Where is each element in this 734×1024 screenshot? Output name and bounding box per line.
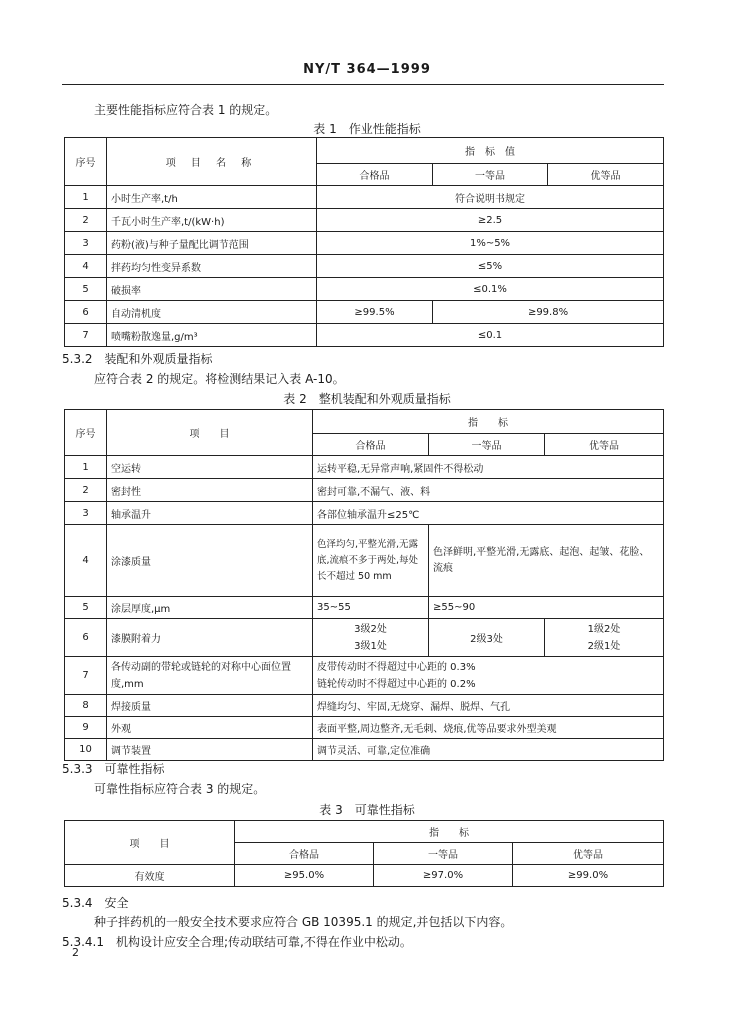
t1-row-item: 千瓦小时生产率,t/(kW·h) xyxy=(107,209,317,232)
t2-row-item: 密封性 xyxy=(107,479,313,502)
t2-row-upper: ≥55~90 xyxy=(429,597,664,619)
t2-header-excellent: 优等品 xyxy=(545,434,664,456)
t3-header-excellent: 优等品 xyxy=(513,843,664,865)
t2-row-qualified: 35~55 xyxy=(313,597,429,619)
t1-row-qualified: ≥99.5% xyxy=(317,301,433,324)
t2-row-item: 焊接质量 xyxy=(107,695,313,717)
t1-row-no: 1 xyxy=(65,186,107,209)
t2-chain-tolerance: 链轮传动时不得超过中心距的 0.2% xyxy=(317,678,476,690)
t2-row-value: 运转平稳,无异常声响,紧固件不得松动 xyxy=(313,456,664,479)
t2-header-qualified: 合格品 xyxy=(313,434,429,456)
section-532-heading: 5.3.2 装配和外观质量指标 xyxy=(62,352,213,366)
section-533-heading: 5.3.3 可靠性指标 xyxy=(62,762,165,776)
t1-row-value: 1%~5% xyxy=(317,232,664,255)
t2-row-value: 表面平整,周边整齐,无毛刺、烧痕,优等品要求外型美观 xyxy=(313,717,664,739)
t1-row-item: 破损率 xyxy=(107,278,317,301)
t2-row-upper: 色泽鲜明,平整光滑,无露底、起泡、起皱、花脸、流痕 xyxy=(429,525,664,597)
t1-row-item: 拌药均匀性变异系数 xyxy=(107,255,317,278)
t1-row-value: ≥2.5 xyxy=(317,209,664,232)
table3 xyxy=(64,820,664,887)
t2-row-no: 4 xyxy=(65,525,107,597)
t3-header-value: 指 标 xyxy=(235,821,664,843)
t2-header-no: 序号 xyxy=(65,410,107,456)
t3-header-qualified: 合格品 xyxy=(235,843,374,865)
t2-row-item: 轴承温升 xyxy=(107,502,313,525)
header-rule xyxy=(62,84,664,85)
t1-row-value: ≤0.1 xyxy=(317,324,664,347)
t2-row-no: 3 xyxy=(65,502,107,525)
t1-header-qualified: 合格品 xyxy=(317,164,433,186)
t2-row-no: 10 xyxy=(65,739,107,761)
t3-row-excellent: ≥99.0% xyxy=(513,865,664,887)
t2-row-value: 焊缝均匀、牢固,无烧穿、漏焊、脱焊、气孔 xyxy=(313,695,664,717)
t2-header-item: 项 目 xyxy=(107,410,313,456)
table1-caption: 表 1 作业性能指标 xyxy=(313,122,421,136)
t2-row-item: 漆膜附着力 xyxy=(107,619,313,657)
t2-header-value: 指 标 xyxy=(313,410,664,434)
table2 xyxy=(64,409,664,761)
t2-belt-tolerance: 皮带传动时不得超过中心距的 0.3% xyxy=(317,661,476,673)
standard-code-header: NY/T 364—1999 xyxy=(303,62,431,77)
t1-row-no: 2 xyxy=(65,209,107,232)
t2-row-no: 8 xyxy=(65,695,107,717)
t2-row-excellent xyxy=(545,619,664,657)
t2-adhesion-qualified-a: 3级2处 xyxy=(354,623,387,635)
t1-row-no: 7 xyxy=(65,324,107,347)
t1-row-no: 4 xyxy=(65,255,107,278)
t1-header-excellent: 优等品 xyxy=(548,164,664,186)
t2-row-value: 各部位轴承温升≤25℃ xyxy=(313,502,664,525)
t1-row-item: 自动清机度 xyxy=(107,301,317,324)
t2-row-qualified: 色泽均匀,平整光滑,无露底,流痕不多于两处,每处长不超过 50 mm xyxy=(313,525,429,597)
t3-row-qualified: ≥95.0% xyxy=(235,865,374,887)
table1 xyxy=(64,137,664,347)
section-534-heading: 5.3.4 安全 xyxy=(62,896,129,910)
t2-row-item: 各传动副的带轮或链轮的对称中心面位置度,mm xyxy=(107,657,313,695)
t2-row-item: 空运转 xyxy=(107,456,313,479)
t1-row-value: 符合说明书规定 xyxy=(317,186,664,209)
t2-adhesion-qualified-b: 3级1处 xyxy=(354,640,387,652)
t1-row-item: 喷嘴粉散逸量,g/m³ xyxy=(107,324,317,347)
table2-caption: 表 2 整机装配和外观质量指标 xyxy=(283,392,451,406)
t3-row-item: 有效度 xyxy=(65,865,235,887)
t2-row-no: 5 xyxy=(65,597,107,619)
t3-row-first: ≥97.0% xyxy=(374,865,513,887)
t3-header-first: 一等品 xyxy=(374,843,513,865)
t1-row-upper: ≥99.8% xyxy=(433,301,664,324)
t2-row-no: 7 xyxy=(65,657,107,695)
t2-row-item: 调节装置 xyxy=(107,739,313,761)
intro-text: 主要性能指标应符合表 1 的规定。 xyxy=(94,103,278,117)
t1-header-item: 项 目 名 称 xyxy=(107,138,317,186)
t1-row-item: 小时生产率,t/h xyxy=(107,186,317,209)
t2-adhesion-excellent-b: 2级1处 xyxy=(587,640,621,652)
t1-row-no: 5 xyxy=(65,278,107,301)
t2-row-qualified xyxy=(313,619,429,657)
t1-row-value: ≤0.1% xyxy=(317,278,664,301)
t2-adhesion-excellent-a: 1级2处 xyxy=(587,623,621,635)
page-number: 2 xyxy=(72,946,79,959)
t2-row-item: 涂层厚度,μm xyxy=(107,597,313,619)
t1-header-first: 一等品 xyxy=(433,164,548,186)
section-5341-text: 5.3.4.1 机构设计应安全合理;传动联结可靠,不得在作业中松动。 xyxy=(62,935,412,949)
t2-row-value: 密封可靠,不漏气、液、料 xyxy=(313,479,664,502)
t2-row-no: 2 xyxy=(65,479,107,502)
section-532-text: 应符合表 2 的规定。将检测结果记入表 A-10。 xyxy=(94,372,345,386)
t2-row-value: 调节灵活、可靠,定位准确 xyxy=(313,739,664,761)
t1-row-no: 3 xyxy=(65,232,107,255)
t2-row-first: 2级3处 xyxy=(429,619,545,657)
t1-header-no: 序号 xyxy=(65,138,107,186)
t2-row-value xyxy=(313,657,664,695)
t2-row-item: 涂漆质量 xyxy=(107,525,313,597)
table3-caption: 表 3 可靠性指标 xyxy=(319,803,415,817)
t3-header-item: 项 目 xyxy=(65,821,235,865)
t1-header-value: 指 标 值 xyxy=(317,138,664,164)
t1-row-value: ≤5% xyxy=(317,255,664,278)
t2-row-item: 外观 xyxy=(107,717,313,739)
t2-row-no: 9 xyxy=(65,717,107,739)
t1-row-no: 6 xyxy=(65,301,107,324)
t2-row-no: 1 xyxy=(65,456,107,479)
t2-header-first: 一等品 xyxy=(429,434,545,456)
section-533-text: 可靠性指标应符合表 3 的规定。 xyxy=(94,782,266,796)
t1-row-item: 药粉(液)与种子量配比调节范围 xyxy=(107,232,317,255)
section-534-text: 种子拌药机的一般安全技术要求应符合 GB 10395.1 的规定,并包括以下内容。 xyxy=(94,915,513,929)
t2-row-no: 6 xyxy=(65,619,107,657)
